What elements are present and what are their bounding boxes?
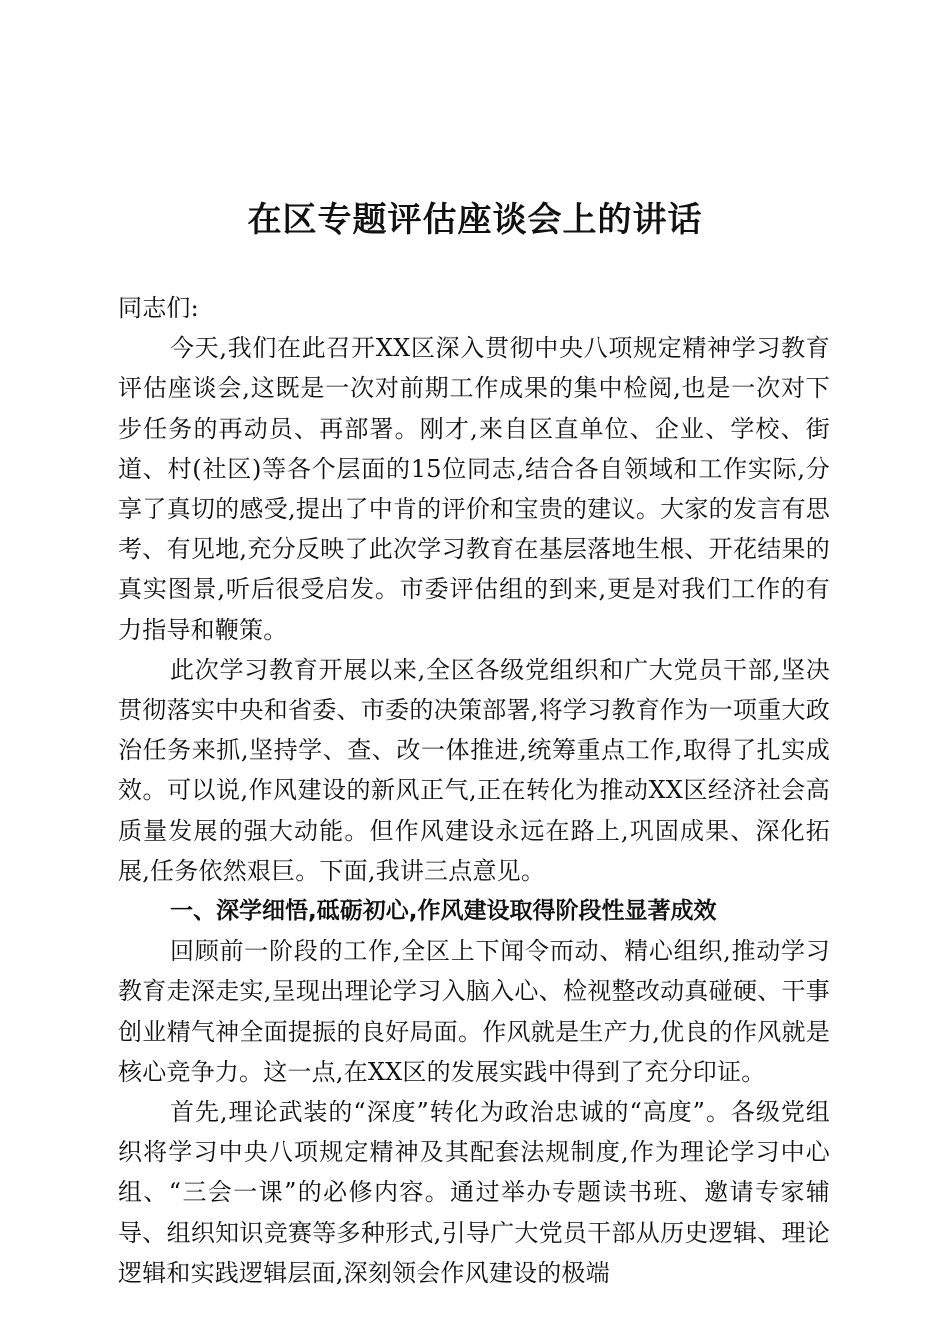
paragraph-first-point: 首先,理论武装的“深度”转化为政治忠诚的“高度”。各级党组织将学习中央八项规定精神及其配套法规制度,作为理论学习中心组、“三会一课”的必修内容。通过举办专题读书班、邀请专家辅导、组织知识竞赛等多种形式,引导广大党员干部从历史逻辑、理论逻辑和实践逻辑层面,深刻领会作风建设的极端 bbox=[118, 1098, 830, 1287]
paragraph-opening: 今天,我们在此召开XX区深入贯彻中央八项规定精神学习教育评估座谈会,这既是一次对前期工作成果的集中检阅,也是一次对下步任务的再动员、再部署。刚才,来自区直单位、企业、学校、街道、村(社区)等各个层面的15位同志,结合各自领域和工作实际,分享了真切的感受,提出了中肯的评价和宝贵的建议。大家的发言有思考、有见地,充分反映了此次学习教育在基层落地生根、开花结果的真实图景,听后很受启发。市委评估组的到来,更是对我们工作的有力指导和鞭策。 bbox=[118, 334, 830, 644]
section-heading-1: 一、深学细悟,砥砺初心,作风建设取得阶段性显著成效 bbox=[170, 898, 717, 925]
paragraph-overview: 此次学习教育开展以来,全区各级党组织和广大党员干部,坚决贯彻落实中央和省委、市委的决策部署,将学习教育作为一项重大政治任务来抓,坚持学、查、改一体推进,统筹重点工作,取得了扎实成效。可以说,作风建设的新风正气,正在转化为推动XX区经济社会高质量发展的强大动能。但作风建设永远在路上,巩固成果、深化拓展,任务依然艰巨。下面,我讲三点意见。 bbox=[118, 655, 830, 885]
salutation: 同志们: bbox=[118, 294, 199, 322]
paragraph-review: 回顾前一阶段的工作,全区上下闻令而动、精心组织,推动学习教育走深走实,呈现出理论学习入脑入心、检视整改动真碰硬、干事创业精气神全面提振的良好局面。作风就是生产力,优良的作风就是核心竞争力。这一点,在XX区的发展实践中得到了充分印证。 bbox=[118, 937, 830, 1086]
document-title: 在区专题评估座谈会上的讲话 bbox=[247, 200, 703, 240]
document-body bbox=[118, 288, 830, 1293]
